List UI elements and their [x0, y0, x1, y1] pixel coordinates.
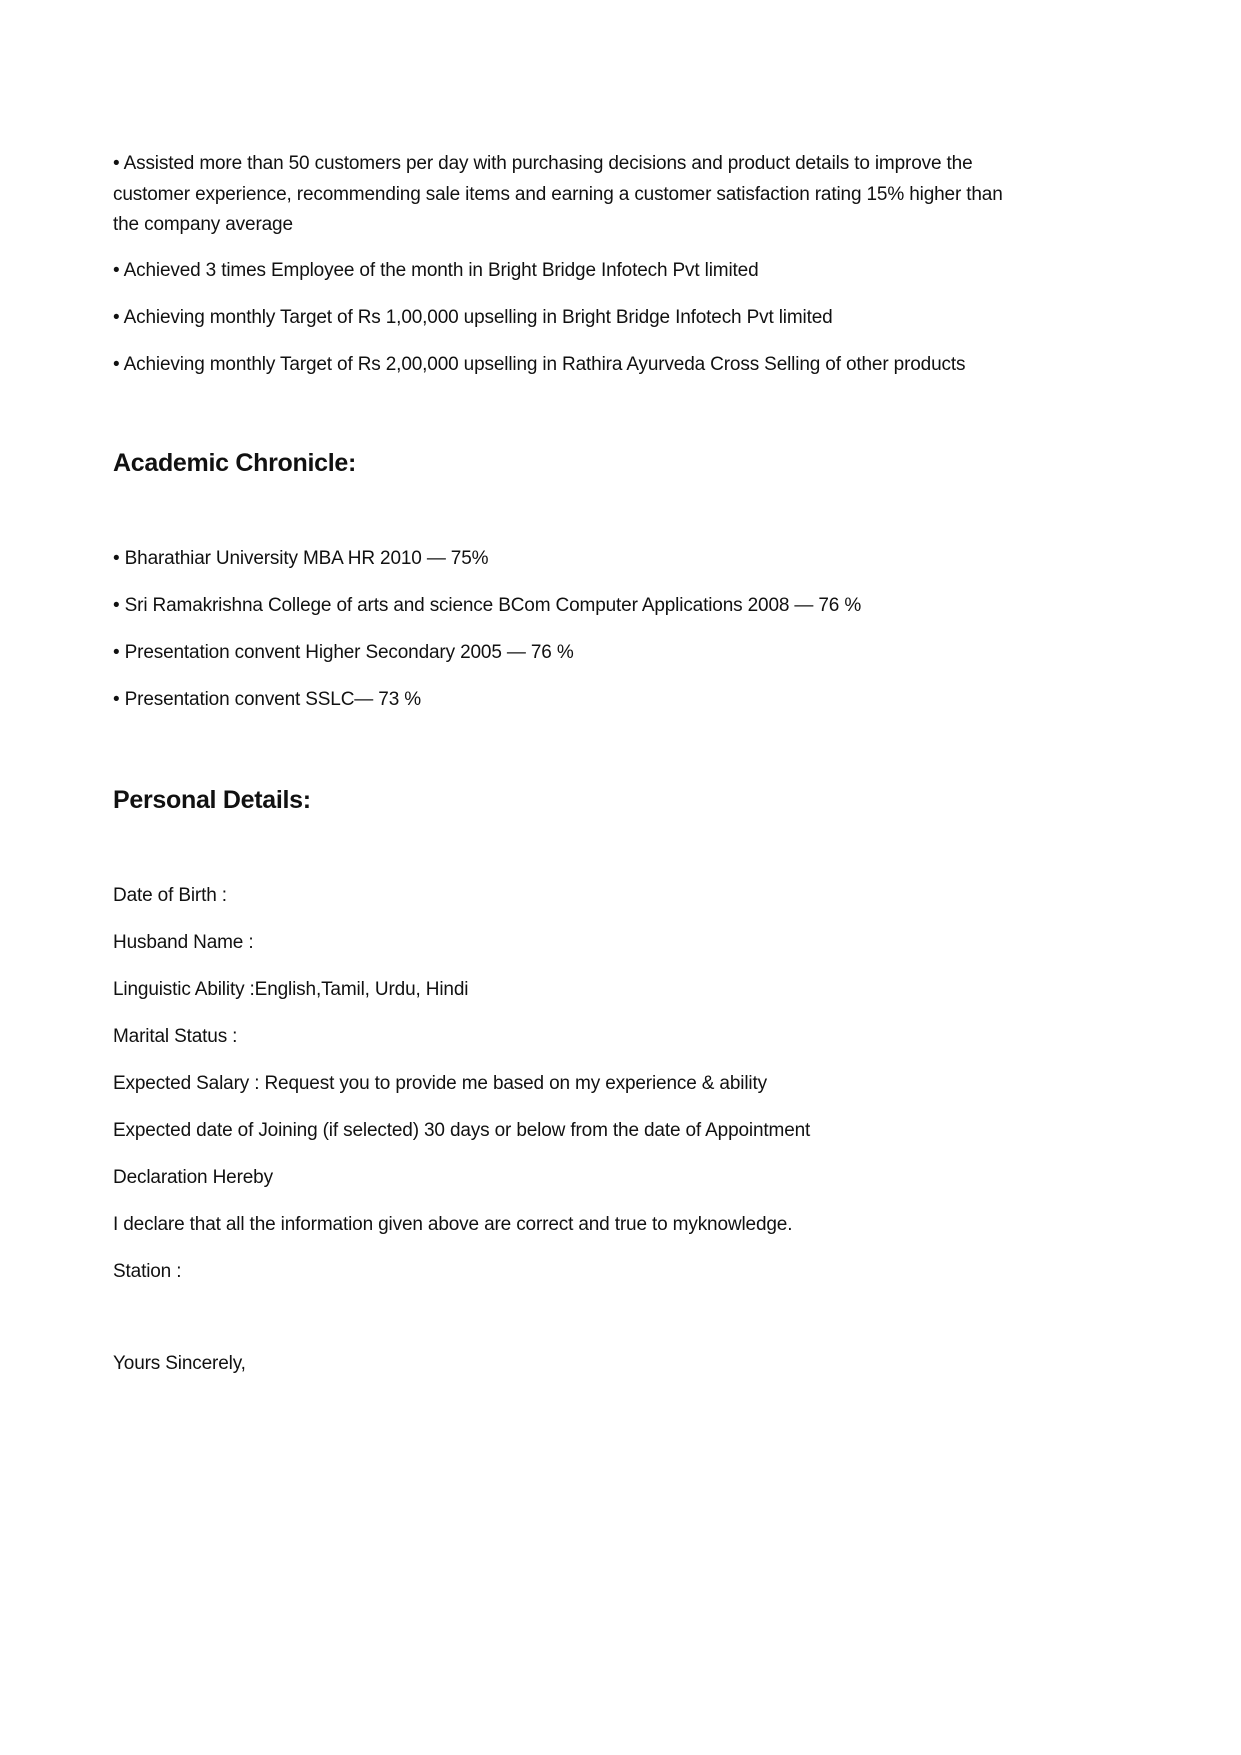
date-of-birth-field: Date of Birth :	[113, 885, 227, 906]
achievement-item-line: • Assisted more than 50 customers per day with purchasing decisions and product details to improve the	[113, 153, 973, 174]
achievement-item: • Achieved 3 times Employee of the month in Bright Bridge Infotech Pvt limited	[113, 260, 759, 281]
linguistic-ability-field: Linguistic Ability :English,Tamil, Urdu, Hindi	[113, 979, 469, 1000]
husband-name-field: Husband Name :	[113, 932, 254, 953]
closing-signoff: Yours Sincerely,	[113, 1353, 246, 1374]
achievement-item: • Achieving monthly Target of Rs 1,00,000 upselling in Bright Bridge Infotech Pvt limited	[113, 307, 833, 328]
academic-item: • Presentation convent Higher Secondary 2005 — 76 %	[113, 642, 574, 663]
declaration-heading: Declaration Hereby	[113, 1167, 273, 1188]
marital-status-field: Marital Status :	[113, 1026, 238, 1047]
academic-item: • Sri Ramakrishna College of arts and science BCom Computer Applications 2008 — 76 %	[113, 595, 862, 616]
achievement-item: • Achieving monthly Target of Rs 2,00,000 upselling in Rathira Ayurveda Cross Selling of other products	[113, 354, 966, 375]
academic-item: • Bharathiar University MBA HR 2010 — 75%	[113, 548, 489, 569]
personal-heading: Personal Details:	[113, 786, 311, 814]
academic-heading: Academic Chronicle:	[113, 449, 356, 477]
achievement-item-line: the company average	[113, 214, 293, 235]
expected-salary-field: Expected Salary : Request you to provide me based on my experience & ability	[113, 1073, 767, 1094]
station-field: Station :	[113, 1261, 182, 1282]
declaration-text: I declare that all the information given above are correct and true to myknowledge.	[113, 1214, 793, 1235]
expected-joining-field: Expected date of Joining (if selected) 30 days or below from the date of Appointment	[113, 1120, 811, 1141]
achievement-item-line: customer experience, recommending sale items and earning a customer satisfaction rating 15% higher than	[113, 184, 1003, 205]
academic-item: • Presentation convent SSLC— 73 %	[113, 689, 421, 710]
